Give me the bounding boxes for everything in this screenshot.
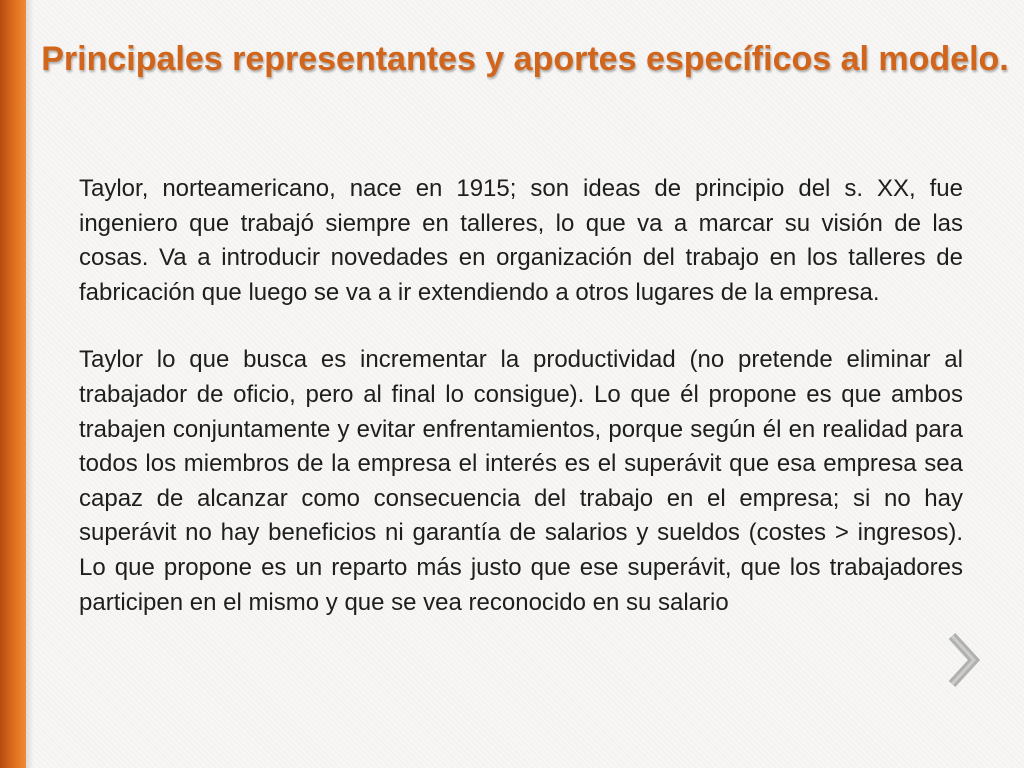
- slide-title: Principales representantes y aportes específicos al modelo.: [41, 40, 1009, 78]
- paragraph-1: Taylor, norteamericano, nace en 1915; son ideas de principio del s. XX, fue ingeniero que trabajó siempre en talleres, lo que va a marcar su visión de las cosas. Va a introducir novedades en organización del trabajo en los talleres de fabricación que luego se va a ir extendiendo a otros lugares de la empresa.: [79, 175, 963, 306]
- left-bar-shadow: [26, 0, 34, 768]
- slide-body: [79, 172, 963, 620]
- paragraph-2: Taylor lo que busca es incrementar la productividad (no pretende eliminar al trabajador de oficio, pero al final lo consigue). Lo que él propone es que ambos trabajen conjuntamente y evitar enfrentamientos, porque según él en realidad para todos los miembros de la empresa el interés es el superávit que esa empresa sea capaz de alcanzar como consecuencia del trabajo en el empresa; si no hay superávit no hay beneficios ni garantía de salarios y sueldos (costes > ingresos). Lo que propone es un reparto más justo que ese superávit, que los trabajadores participen en el mismo y que se vea reconocido en su salario: [79, 346, 963, 616]
- left-accent-bar: [0, 0, 26, 768]
- chevron-right-icon[interactable]: [944, 630, 984, 690]
